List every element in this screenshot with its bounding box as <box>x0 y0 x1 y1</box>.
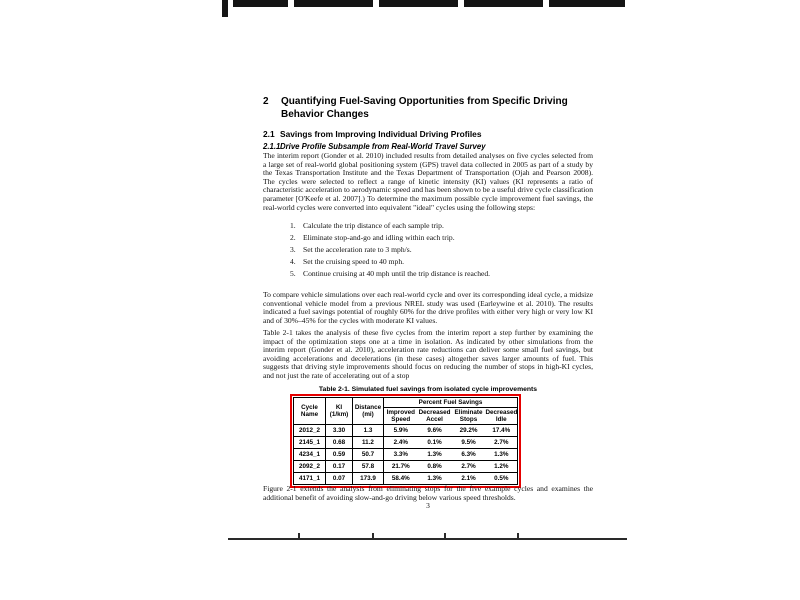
table-row: 4234_1 0.59 50.7 3.3% 1.3% 6.3% 1.3% <box>294 449 518 461</box>
ideal-cycle-steps-list <box>263 222 593 282</box>
col-header-distance: Distance (mi) <box>353 398 384 425</box>
col-header-ki: KI (1/km) <box>326 398 353 425</box>
top-edge-segment <box>294 0 373 7</box>
table-row: 4171_1 0.07 173.9 58.4% 1.3% 2.1% 0.5% <box>294 473 518 485</box>
subsection-number: 2.1.1 <box>263 142 281 151</box>
tick-mark <box>372 533 374 538</box>
col-header-decreased-accel: Decreased Accel <box>418 409 451 423</box>
table-row: 2092_2 0.17 57.8 21.7% 0.8% 2.7% 1.2% <box>294 461 518 473</box>
section-heading <box>263 130 593 139</box>
col-header-decreased-idle: Decreased Idle <box>485 409 518 423</box>
paragraph-intro: The interim report (Gonder et al. 2010) included results from detailed analyses on five cycles selected from a large set of real-world global positioning system (GPS) travel data collected in 2005 as part of a study by the Texas Transportation Institute and the Texas Department of Transportation (Ojah and Pearson 2008). The cycles were selected to reflect a range of kinetic intensity (KI) values (KI represents a ratio of characteristic acceleration to aerodynamic speed and has been shown to be a useful drive cycle classification parameter [O'Keefe et al. 2007].) To determine the maximum possible cycle improvement fuel savings, the real-world cycles were converted into equivalent "ideal" cycles using the following steps: <box>263 151 593 212</box>
top-edge-segment <box>549 0 625 7</box>
top-edge-artifact <box>233 0 625 7</box>
col-header-improved-speed: Improved Speed <box>384 408 418 425</box>
list-item: 4. Set the cruising speed to 40 mph. <box>290 256 405 266</box>
section-number: 2.1 <box>263 129 275 139</box>
chapter-title: Quantifying Fuel-Saving Opportunities from Specific Driving Behavior Changes <box>281 96 568 120</box>
table-row: 2012_2 3.30 1.3 5.9% 9.6% 29.2% 17.4% <box>294 425 518 437</box>
tick-mark <box>298 533 300 538</box>
page-number: 3 <box>426 501 430 510</box>
table-row: 2145_1 0.68 11.2 2.4% 0.1% 9.5% 2.7% <box>294 437 518 449</box>
paragraph-simulation-results: To compare vehicle simulations over each real-world cycle and over its corresponding ideal cycle, a midsize conventional vehicle model from a previous NREL study was used (Earleywine et al. 2010). The results indicated a fuel savings potential of roughly 60% for the drive profiles with either very high or very low KI and of 30%–45% for the cycles with moderate KI values. <box>263 290 593 325</box>
fuel-savings-table <box>293 397 518 485</box>
subsection-title: Drive Profile Subsample from Real-World Travel Survey <box>280 142 486 151</box>
col-group-header-percent-fuel-savings: Percent Fuel Savings <box>384 398 518 408</box>
list-item: 1. Calculate the trip distance of each sample trip. <box>290 221 444 230</box>
col-header-eliminate-stops: Eliminate Stops <box>452 408 486 425</box>
tick-mark <box>517 533 519 538</box>
section-title: Savings from Improving Individual Driving Profiles <box>280 129 482 139</box>
list-item: 5. Continue cruising at 40 mph until the trip distance is reached. <box>290 268 491 278</box>
top-edge-segment <box>464 0 543 7</box>
col-header-cycle: Cycle Name <box>294 398 326 425</box>
page-bottom-edge <box>228 538 627 540</box>
table-caption: Table 2-1. Simulated fuel savings from isolated cycle improvements <box>318 386 538 393</box>
document-page <box>228 0 627 541</box>
chapter-heading <box>263 96 593 121</box>
tick-mark <box>444 533 446 538</box>
top-edge-segment <box>379 0 458 7</box>
paragraph-table-discussion: Table 2-1 takes the analysis of these five cycles from the interim report a step further by examining the impact of the optimization steps one at a time in isolation. As indicated by other simulations from the interim report (Gonder et al. 2010), acceleration rate reductions can deliver some small fuel savings, but avoiding accelerations and decelerations (in these cases) altogether saves larger amounts of fuel. This suggests that driving style improvements should focus on reducing the number of stops in high-KI cycles, and not just the rate of accelerating out of a stop <box>263 328 593 380</box>
list-item: 3. Set the acceleration rate to 3 mph/s. <box>290 244 412 254</box>
paragraph-figure-reference: Figure 2-1 extends the analysis from eliminating stops for the five example cycles and examines the additional benefit of avoiding slow-and-go driving below various speed thresholds. <box>263 484 593 502</box>
table-highlight-box <box>290 394 521 488</box>
list-item: 2. Eliminate stop-and-go and idling within each trip. <box>290 232 455 242</box>
top-edge-segment <box>233 0 288 7</box>
chapter-number: 2 <box>263 96 269 107</box>
